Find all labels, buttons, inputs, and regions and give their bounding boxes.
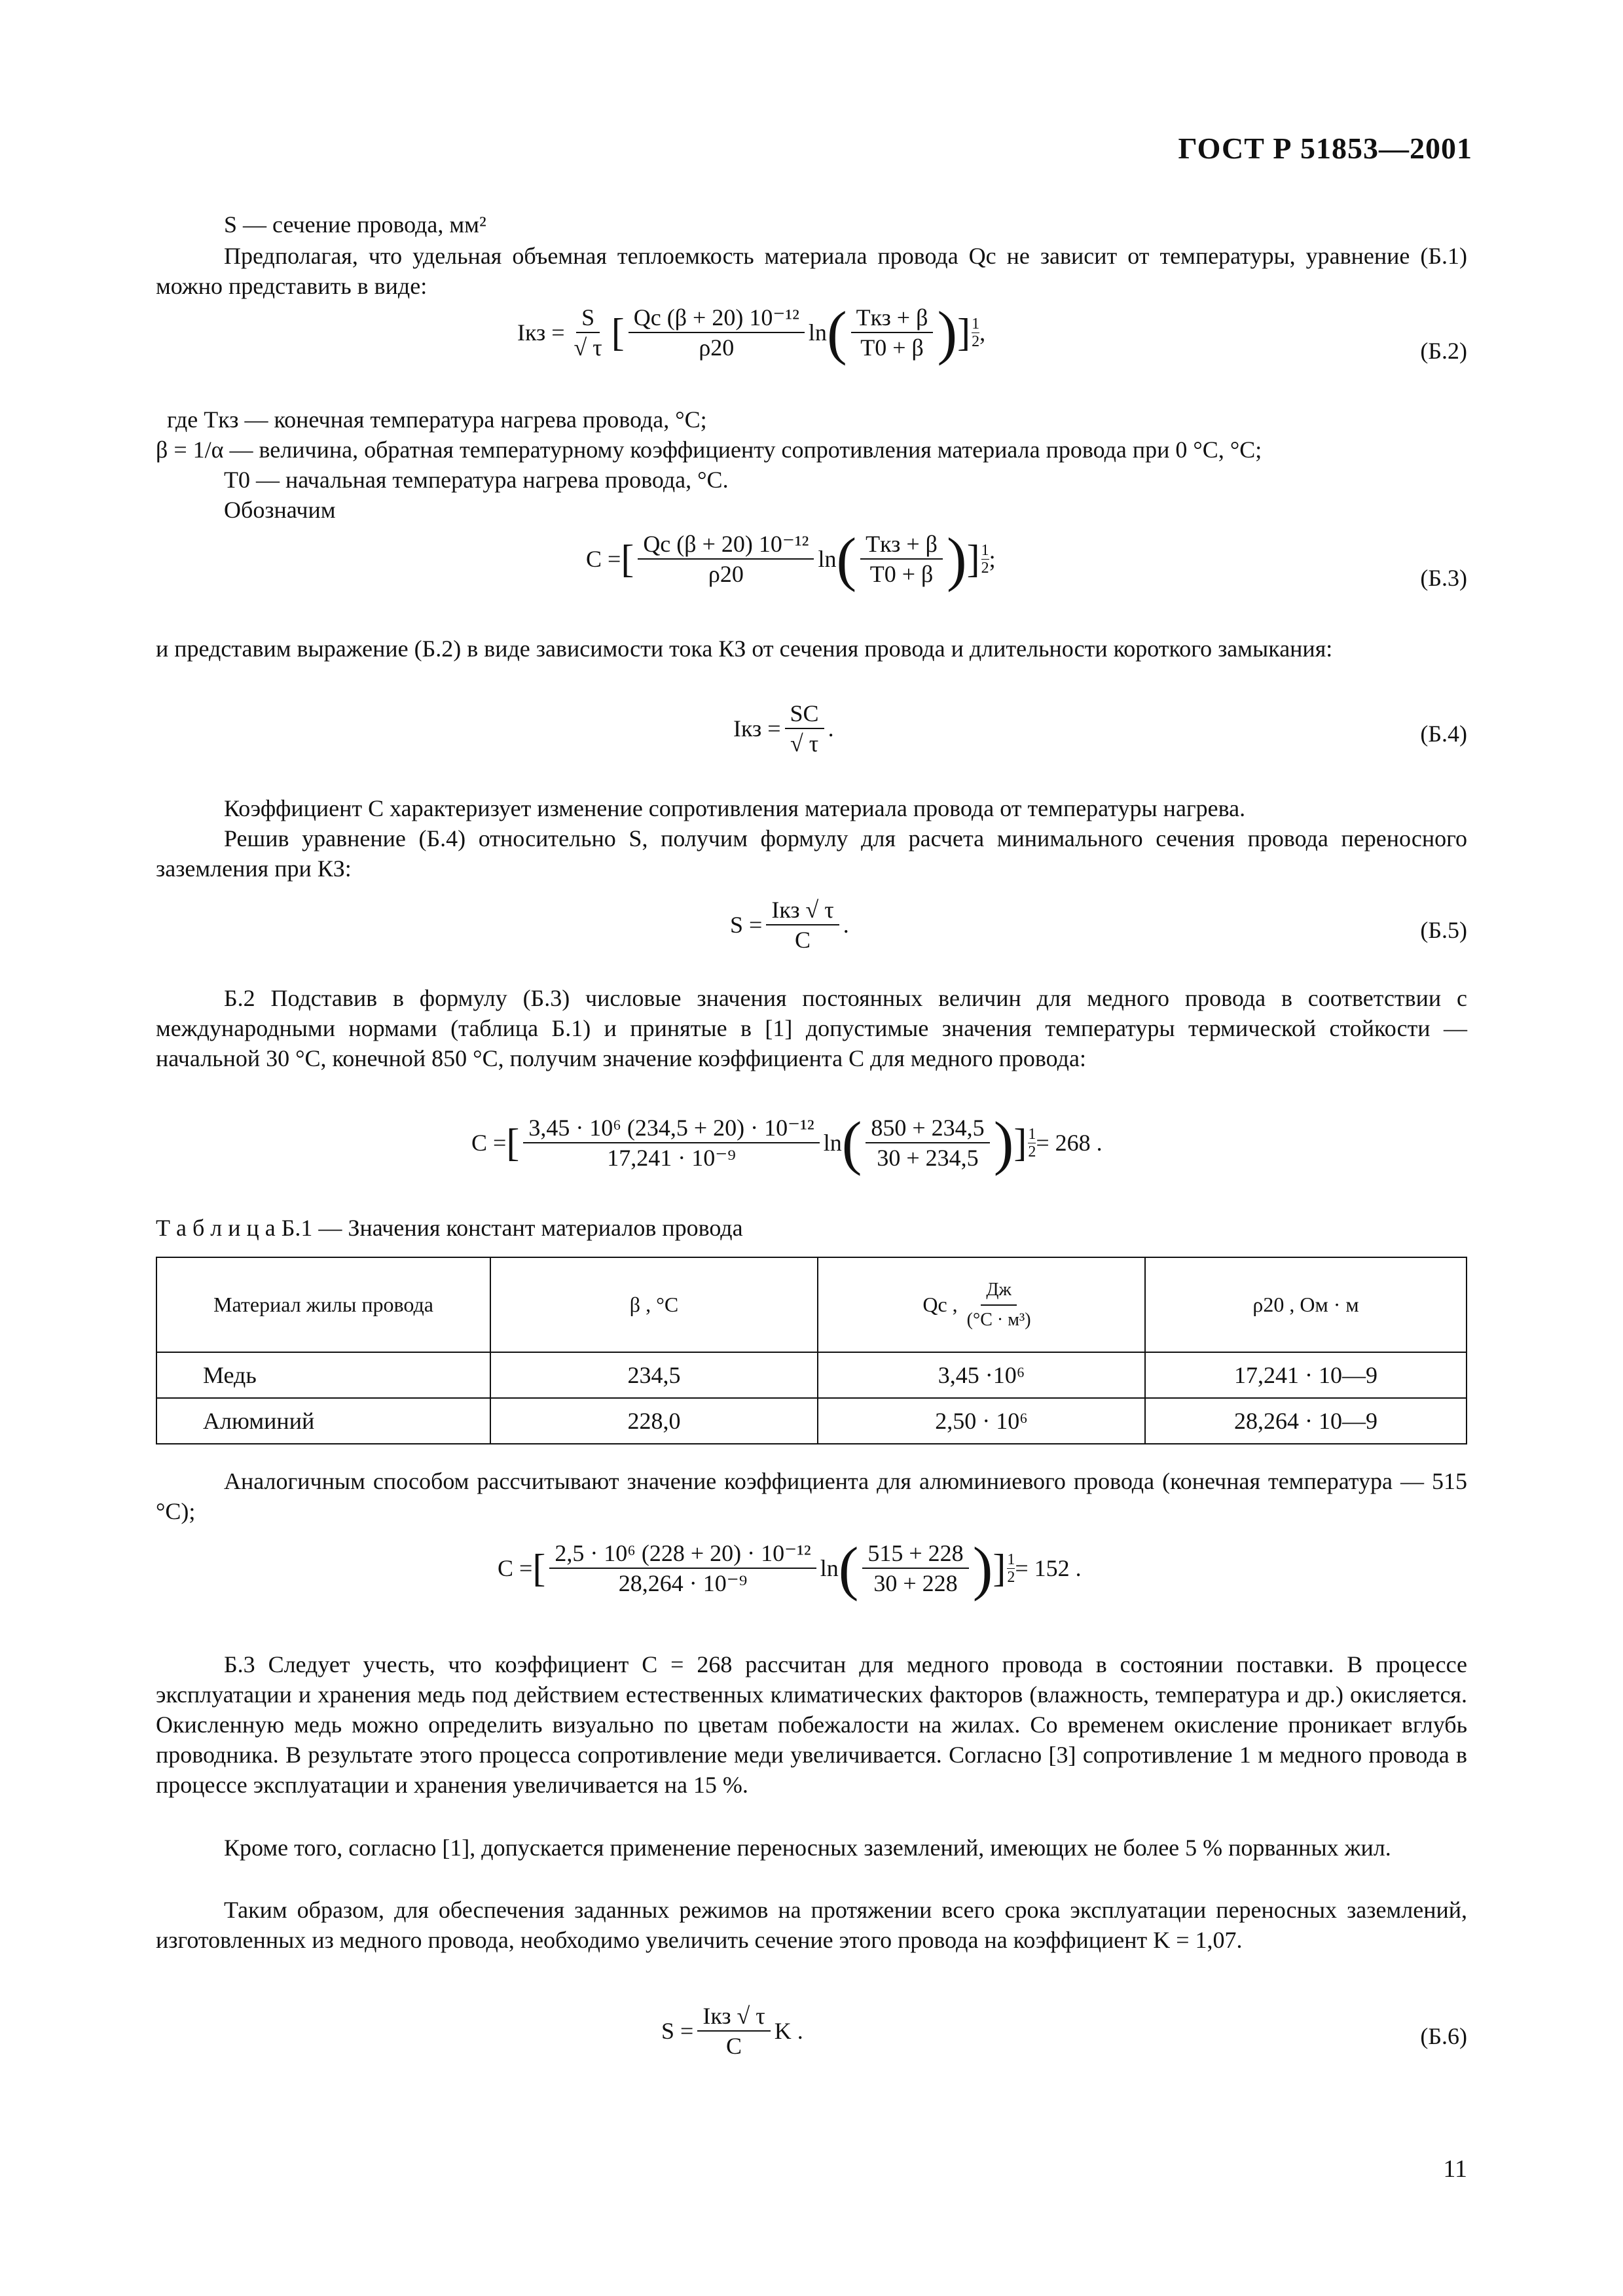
- equation-copper-c: C = [ $\frac{\text{3,45 · 10⁶ (234,5 + 20) · 10⁻¹²}}{\text{17,241 · 10⁻⁹}}$ ln ( $\frac{850 + 234,5}{30 + 234,5}$ ) ] $\frac{1}{2}$ = 268 .: [471, 1109, 1103, 1176]
- paragraph-b3: Б.3 Следует учесть, что коэффициент C = 268 рассчитан для медного провода в состоянии поставки. В процессе эксплуатации и хранения медь под действием естественных климатических факторов (влажность, температура и др.) окисляется. Окисленную медь можно определить визуально по цветам побежалости на жилах. Со временем окисление проникает вглубь проводника. В результате этого процесса сопротивление меди увеличивается. Согласно [3] сопротивление 1 м медного провода в процессе эксплуатации и хранения увеличивается на 15 %.: [156, 1651, 1467, 1798]
- header-beta: β , °C: [490, 1257, 818, 1352]
- paragraph-solve: Решив уравнение (Б.4) относительно S, получим формулу для расчета минимального сечения провода переносного заземления при КЗ:: [156, 825, 1467, 882]
- equation-b3-label: (Б.3): [1420, 565, 1467, 591]
- table-caption: Т а б л и ц а Б.1 — Значения констант материалов провода: [156, 1215, 743, 1241]
- paragraph-besides: Кроме того, согласно [1], допускается применение переносных заземлений, имеющих не более 5 % порванных жил.: [224, 1835, 1391, 1861]
- equation-b2: Iкз = $\frac{S}{√ \tau}$ [ $\frac{\text{Qс (β + 20) 10⁻¹²}}{\rho 20}$ ln ( $\frac{\text{Tкз + β}}{T0 + \beta}$ ) ] 1 2 ,: [517, 299, 986, 366]
- where-line-3: T0 — начальная температура нагрева провода, °C.: [224, 467, 729, 493]
- equation-b2-label: (Б.2): [1420, 338, 1467, 364]
- equation-b6-label: (Б.6): [1420, 2023, 1467, 2049]
- eq-b2-lhs: Iкз =: [517, 319, 565, 346]
- paragraph-assumption: Предполагая, что удельная объемная теплоемкость материала провода Qс не зависит от температуры, уравнение (Б.1) можно представить в виде:: [156, 243, 1467, 299]
- paragraph-coefficient: Коэффициент C характеризует изменение сопротивления материала провода от температуры нагрева.: [224, 795, 1246, 821]
- constants-table: [156, 1257, 1467, 1444]
- equation-b6: S = $\frac{\text{Iкз √ τ}}{C}$ K .: [661, 2003, 803, 2059]
- equation-b3: C = [ $\frac{\text{Qс (β + 20) 10⁻¹²}}{\rho 20}$ ln ( $\frac{\text{Tкз + β}}{T0 + \beta}$ ) ] 1 2 ;: [586, 526, 996, 592]
- paragraph-section-definition: S — сечение провода, мм²: [224, 211, 486, 238]
- where-line-2: β = 1/α — величина, обратная температурному коэффициенту сопротивления материала провода при 0 °C, °C;: [156, 437, 1262, 463]
- equation-b4-label: (Б.4): [1420, 721, 1467, 747]
- paragraph-represent: и представим выражение (Б.2) в виде зависимости тока КЗ от сечения провода и длительности короткого замыкания:: [156, 636, 1333, 662]
- paragraph-thus: Таким образом, для обеспечения заданных режимов на протяжении всего срока эксплуатации переносных заземлений, изготовленных из медного провода, необходимо увеличить сечение этого провода на коэффициент K = 1,07.: [156, 1897, 1467, 1953]
- page-number: 11: [1443, 2155, 1467, 2183]
- header-rho: ρ20 , Ом · м: [1145, 1257, 1467, 1352]
- denote-line: Обозначим: [224, 497, 336, 523]
- equation-aluminium-c: C = [ $\frac{\text{2,5 · 10⁶ (228 + 20) · 10⁻¹²}}{\text{28,264 · 10⁻⁹}}$ ln ( $\frac{515 + 228}{30 + 228}$ ) ] $\frac{1}{2}$ = 152 .: [498, 1535, 1082, 1602]
- table-header-row: [156, 1257, 1467, 1352]
- equation-b5-label: (Б.5): [1420, 917, 1467, 943]
- table-row: Медь 234,5 3,45 ·10⁶ 17,241 · 10—9: [156, 1352, 1467, 1398]
- equation-b5: S = $\frac{\text{Iкз √ τ}}{C}$ .: [730, 897, 849, 953]
- table-row: Алюминий 228,0 2,50 · 10⁶ 28,264 · 10—9: [156, 1398, 1467, 1444]
- document-header: ГОСТ Р 51853—2001: [1178, 132, 1472, 165]
- paragraph-aluminium: Аналогичным способом рассчитывают значение коэффициента для алюминиевого провода (конечная температура — 515 °C);: [156, 1468, 1467, 1524]
- header-qc: Qс , $\frac{Дж}{\text{(°C · м³)}}$: [818, 1257, 1145, 1352]
- header-material: Материал жилы провода: [156, 1257, 490, 1352]
- equation-b4: Iкз = $\frac{SC}{√ \tau}$ .: [733, 700, 834, 757]
- where-line-1: где Tкз — конечная температура нагрева провода, °C;: [167, 406, 707, 433]
- paragraph-b2: Б.2 Подставив в формулу (Б.3) числовые значения постоянных величин для медного провода в соответствии с международными нормами (таблица Б.1) и принятые в [1] допустимые значения температуры термической стойкости — начальной 30 °C, конечной 850 °C, получим значение коэффициента C для медного провода:: [156, 985, 1467, 1071]
